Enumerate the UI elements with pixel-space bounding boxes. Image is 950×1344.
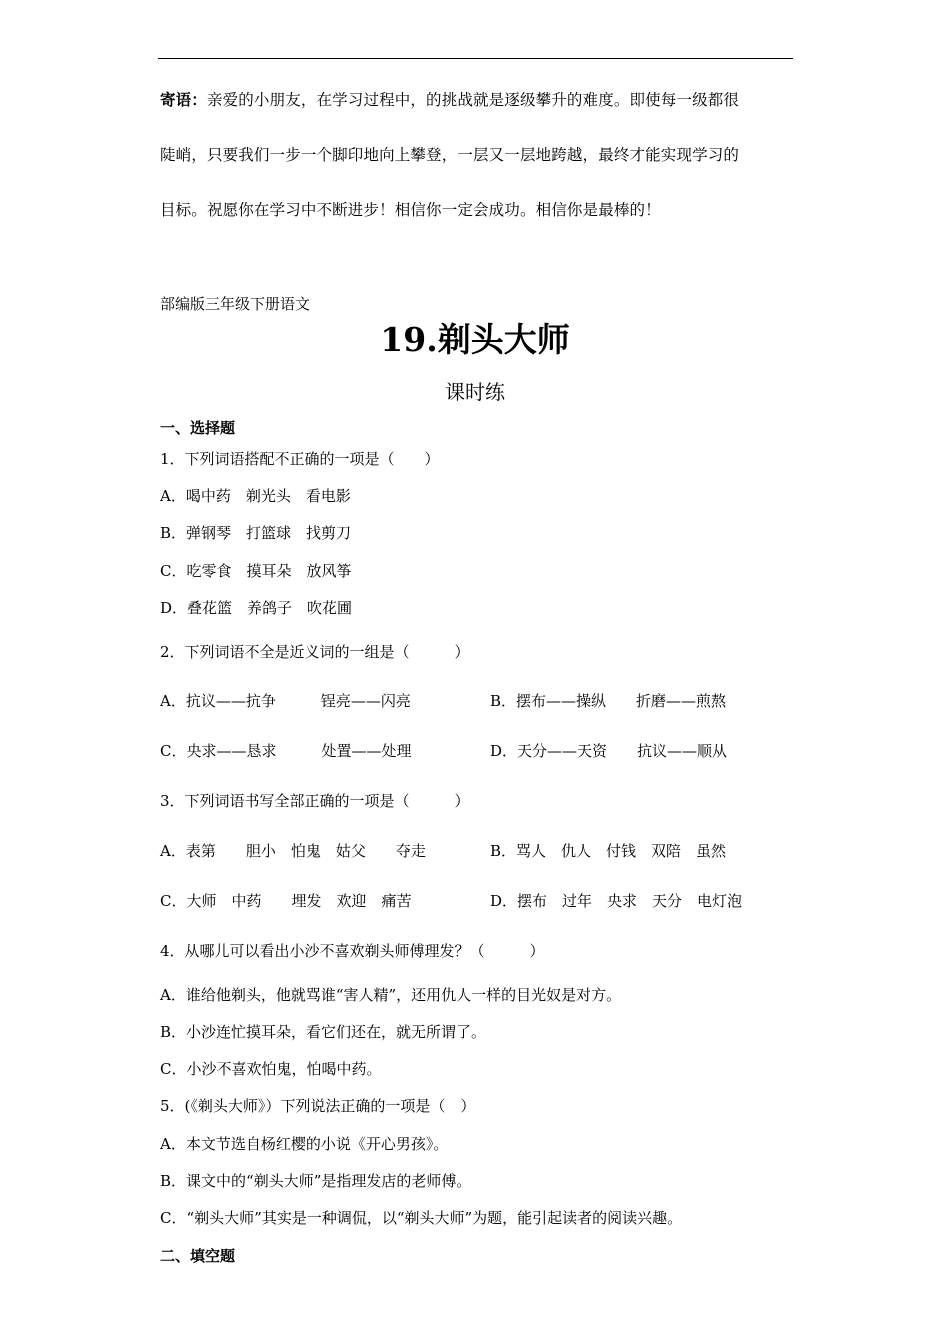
book-label: 部编版三年级下册语文 (160, 295, 311, 313)
question-1-option-a: A．喝中药 剃光头 看电影 (160, 487, 351, 505)
preface-label: 寄语： (160, 90, 207, 109)
question-4-option-a: A．谁给他剃头，他就骂谁“害人精”，还用仇人一样的目光奴是对方。 (160, 986, 622, 1004)
question-3-option-d: D．摆布 过年 央求 天分 电灯泡 (490, 892, 743, 910)
section-heading-fill-in: 二、填空题 (160, 1247, 236, 1265)
question-1-option-c: C．吃零食 摸耳朵 放风筝 (160, 562, 352, 580)
question-1-stem: 1．下列词语搭配不正确的一项是（ ） (160, 450, 440, 468)
question-2-option-a: A．抗议——抗争 锃亮——闪亮 (160, 692, 411, 710)
preface-line-1 (160, 90, 739, 110)
question-3-option-a: A．表第 胆小 怕鬼 姑父 夺走 (160, 842, 426, 860)
page-title: 19.剃头大师 (380, 320, 570, 359)
question-5-option-b: B．课文中的“剃头大师”是指理发店的老师傅。 (160, 1172, 472, 1190)
question-5-stem: 5．(《剃头大师》）下列说法正确的一项是（ ） (160, 1097, 476, 1115)
question-2-option-d: D．天分——天资 抗议——顺从 (490, 742, 728, 760)
section-heading-choice: 一、选择题 (160, 419, 236, 437)
question-3-stem: 3．下列词语书写全部正确的一项是（ ） (160, 792, 470, 810)
preface-text-1: 亲爱的小朋友，在学习过程中，的挑战就是逐级攀升的难度。即使每一级都很 (206, 91, 740, 109)
question-3-option-c: C．大师 中药 埋发 欢迎 痛苦 (160, 892, 412, 910)
question-2-option-b: B．摆布——操纵 折磨——煎熬 (490, 692, 727, 710)
question-5-option-a: A．本文节选自杨红樱的小说《开心男孩》。 (160, 1135, 449, 1153)
preface-line-2: 陡峭，只要我们一步一个脚印地向上攀登，一层又一层地跨越，最终才能实现学习的 (160, 146, 740, 164)
page-subtitle: 课时练 (445, 380, 505, 404)
question-2-option-c: C．央求——恳求 处置——处理 (160, 742, 412, 760)
question-5-option-c: C．“剃头大师”其实是一种调侃，以“剃头大师”为题，能引起读者的阅读兴趣。 (160, 1209, 683, 1227)
question-4-option-c: C．小沙不喜欢怕鬼，怕喝中药。 (160, 1060, 382, 1078)
question-4-stem: 4．从哪儿可以看出小沙不喜欢剃头师傅理发？（ ） (160, 942, 545, 960)
header-rule (158, 58, 793, 59)
question-4-option-b: B．小沙连忙摸耳朵，看它们还在，就无所谓了。 (160, 1023, 487, 1041)
question-3-option-b: B．骂人 仇人 付钱 双陪 虽然 (490, 842, 727, 860)
preface-line-3: 目标。祝愿你在学习中不断进步！相信你一定会成功。相信你是最棒的！ (160, 201, 661, 219)
question-1-option-b: B．弹钢琴 打篮球 找剪刀 (160, 524, 352, 542)
question-1-option-d: D．叠花篮 养鸽子 吹花圃 (160, 599, 353, 617)
question-2-stem: 2．下列词语不全是近义词的一组是（ ） (160, 643, 470, 661)
